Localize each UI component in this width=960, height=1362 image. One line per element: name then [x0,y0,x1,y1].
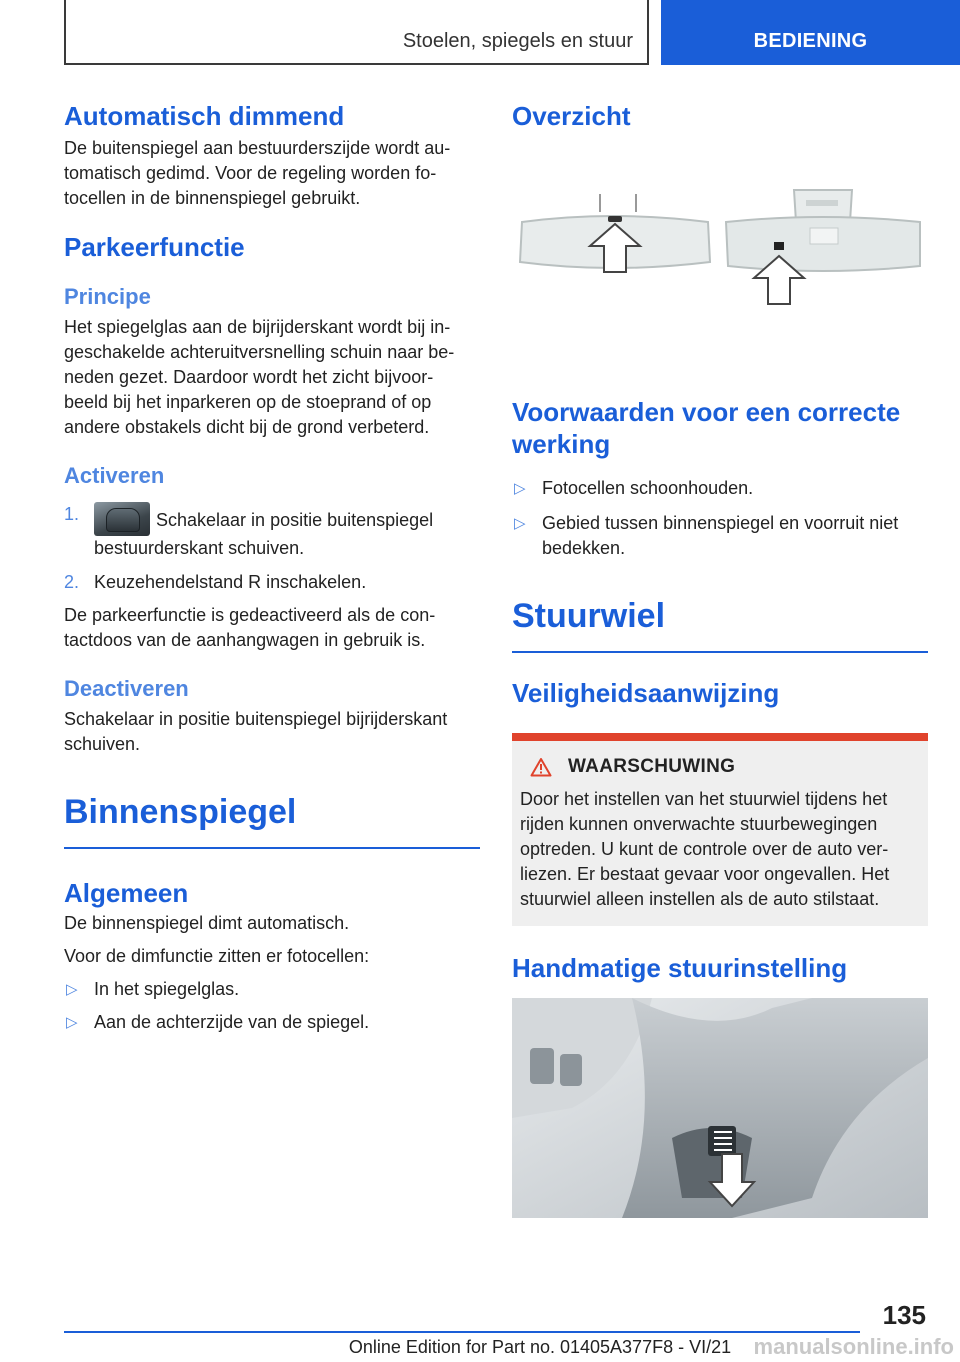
edition-text: Online Edition for Part no. 01405A377F8 - VI/21 [348,1337,732,1357]
right-column [512,100,928,1218]
conditions-heading: Voorwaarden voor een correcte werking [512,397,901,459]
heading-rule [64,847,480,849]
step-number: 1. [64,504,80,524]
step-text: Schakelaar in positie buitenspiegel bestuurderskant schuiven. [94,510,434,558]
step-text: Keuzehendelstand R inschakelen. [94,572,367,592]
inner-mirror-heading: Binnenspiegel [64,793,297,831]
manual-steering-heading: Handmatige stuurinstelling [512,953,848,983]
header-section-title: Stoelen, spiegels en stuur [402,30,633,52]
watermark: manualsonline.info [753,1334,954,1359]
list-item [64,570,480,595]
triangle-bullet-icon: ▷ [66,1014,78,1031]
footer-rule [64,1331,860,1333]
activate-heading: Activeren [64,463,165,488]
warning-box [512,733,928,926]
left-column [64,100,480,1035]
list-item: ▷ Gebied tussen binnenspiegel en voorruit niet bedekken. [512,511,928,561]
principle-text: Het spiegelglas aan de bijrijderskant wordt bij in- geschakelde achteruitversnelling schuin naar be- neden gezet. Daardoor wordt het zicht bijvoor- beeld bij het inparkeren op de stoeprand of op andere obstakels dicht bij de grond verbeterd. [64,317,455,437]
header-chapter-tab[interactable]: BEDIENING [661,0,960,65]
deactivate-heading: Deactiveren [64,676,189,701]
list-item: ▷ In het spiegelglas. [64,977,480,1002]
activate-note: De parkeerfunctie is gedeactiveerd als de con- tactdoos van de aanhangwagen in gebruik is. [64,605,436,650]
triangle-bullet-icon: ▷ [514,515,526,532]
triangle-bullet-icon: ▷ [514,480,526,497]
warning-triangle-icon [530,757,552,777]
auto-dim-text: De buitenspiegel aan bestuurderszijde wordt au- tomatisch gedimd. Voor de regeling worden fo- tocellen in de binnenspiegel gebruikt. [64,138,451,208]
safety-heading: Veiligheidsaanwijzing [512,678,780,708]
triangle-bullet-icon: ▷ [66,981,78,998]
general-text-2: Voor de dimfunctie zitten er fotocellen: [64,946,370,966]
activate-steps [64,502,480,595]
parking-heading: Parkeerfunctie [64,232,245,262]
general-heading: Algemeen [64,878,189,908]
header-section-box [64,0,649,65]
principle-heading: Principe [64,284,151,309]
overview-heading: Overzicht [512,101,631,131]
warning-label: WAARSCHUWING [568,756,736,777]
step-number: 2. [64,572,80,592]
mirror-switch-icon [94,502,150,536]
general-text-1: De binnenspiegel dimt automatisch. [64,913,350,933]
warning-text: Door het instellen van het stuurwiel tijdens het rijden kunnen onverwachte stuurbewegingen optreden. U kunt de controle over de auto ver- liezen. Er bestaat gevaar voor ongevallen. Het stuurwiel alleen instellen als de auto stilstaat. [520,789,890,909]
mirror-illustration [512,182,928,332]
list-item [64,502,480,561]
page-number: 135 [882,1300,926,1330]
deactivate-text: Schakelaar in positie buitenspiegel bijrijderskant schuiven. [64,709,448,754]
auto-dim-heading: Automatisch dimmend [64,101,345,131]
steering-lever-illustration [512,998,928,1218]
steering-heading: Stuurwiel [512,597,666,635]
mirror-overview-figure [512,182,928,332]
steering-column-photo [512,998,928,1218]
heading-rule [512,651,928,653]
list-item: ▷ Aan de achterzijde van de spiegel. [64,1010,480,1035]
list-item: ▷ Fotocellen schoonhouden. [512,476,928,501]
